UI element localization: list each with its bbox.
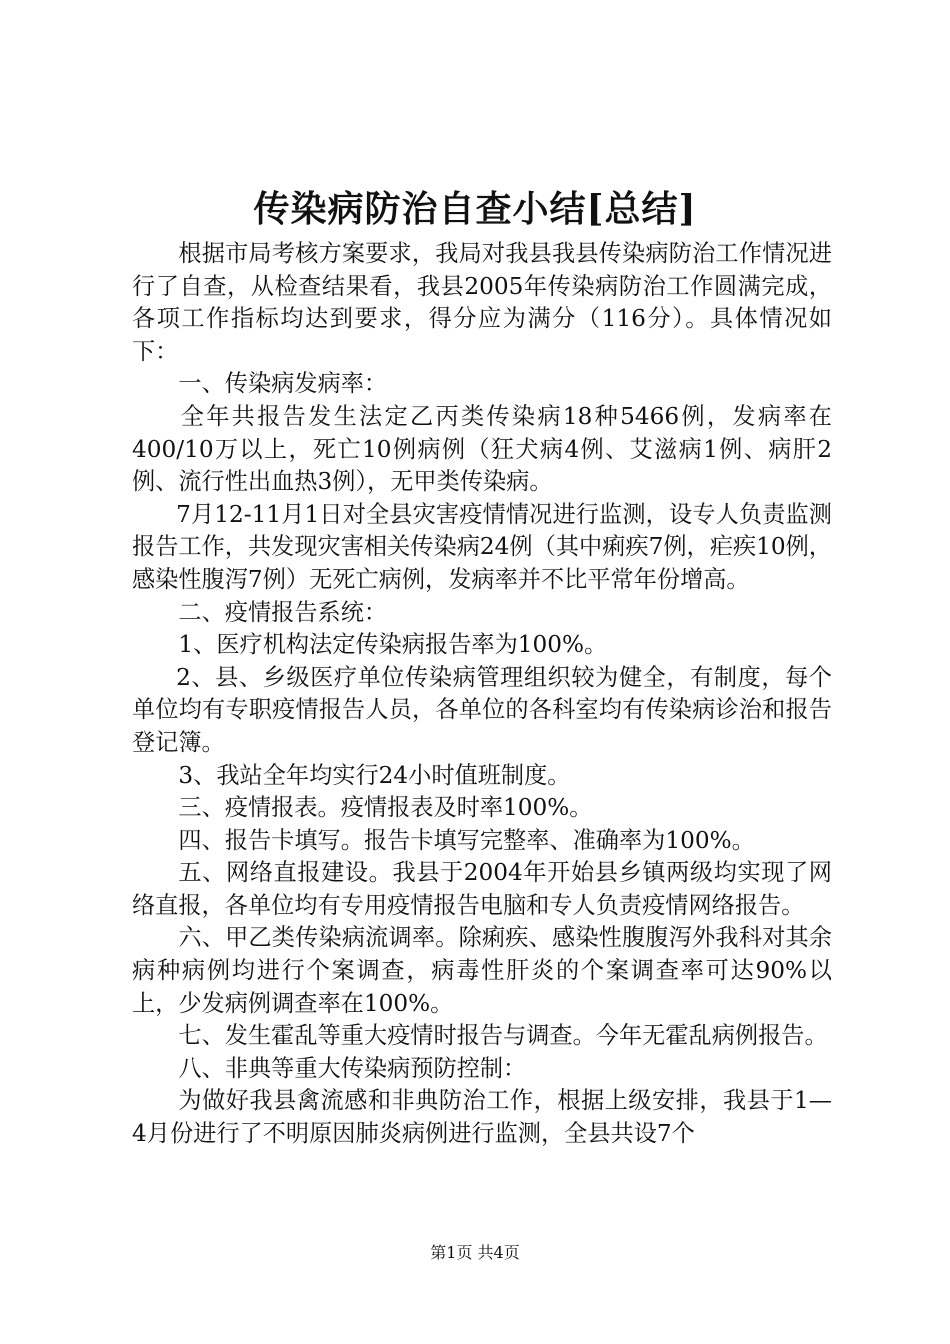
paragraph-incidence-disaster: 7月12-11月1日对全县灾害疫情情况进行监测，设专人负责监测报告工作，共发现灾害相关传染病24例（其中痢疾7例，疟疾10例，感染性腹泻7例）无死亡病例，发病率并不比平常年份增高。 (132, 500, 832, 593)
paragraph-sars-prevention: 为做好我县禽流感和非典防治工作，根据上级安排，我县于1—4月份进行了不明原因肺炎病例进行监测，全县共设7个 (132, 1087, 832, 1148)
paragraph-investigation-rate: 六、甲乙类传染病流调率。除痢疾、感染性腹腹泻外我科对其余病种病例均进行个案调查，病毒性肝炎的个案调查率可达90%以上，少发病例调查率在100%。 (132, 924, 832, 1017)
paragraph-reporting-organization: 2、县、乡级医疗单位传染病管理组织较为健全，有制度，每个单位均有专职疫情报告人员，各单位的各科室均有传染病诊治和报告登记簿。 (132, 663, 832, 756)
document-body (132, 238, 832, 1151)
paragraph-reporting-rate: 1、医疗机构法定传染病报告率为100%。 (178, 631, 608, 659)
paragraph-intro: 根据市局考核方案要求，我局对我县我县传染病防治工作情况进行了自查，从检查结果看，我县2005年传染病防治工作圆满完成，各项工作指标均达到要求，得分应为满分（116分）。具体情况如下： (132, 240, 832, 365)
document-title: 传染病防治自查小结[总结] (253, 188, 697, 230)
section-heading-reporting-system: 二、疫情报告系统： (178, 598, 388, 626)
section-heading-epidemic-reports: 三、疫情报表。疫情报表及时率100%。 (178, 794, 593, 822)
section-heading-report-cards: 四、报告卡填写。报告卡填写完整率、准确率为100%。 (178, 826, 755, 854)
paragraph-cholera: 七、发生霍乱等重大疫情时报告与调查。今年无霍乱病例报告。 (178, 1022, 828, 1050)
paragraph-incidence-annual: 全年共报告发生法定乙丙类传染病18种5466例，发病率在400/10万以上，死亡10例病例（狂犬病4例、艾滋病1例、病肝2例、流行性出血热3例），无甲类传染病。 (132, 402, 832, 496)
page-footer: 第1页 共4页 (430, 1243, 520, 1262)
section-heading-sars-control: 八、非典等重大传染病预防控制： (178, 1054, 527, 1082)
section-heading-incidence: 一、传染病发病率： (178, 370, 388, 398)
paragraph-network-reporting: 五、网络直报建设。我县于2004年开始县乡镇两级均实现了网络直报，各单位均有专用疫情报告电脑和专人负责疫情网络报告。 (132, 859, 832, 919)
paragraph-duty-system: 3、我站全年均实行24小时值班制度。 (178, 761, 571, 789)
